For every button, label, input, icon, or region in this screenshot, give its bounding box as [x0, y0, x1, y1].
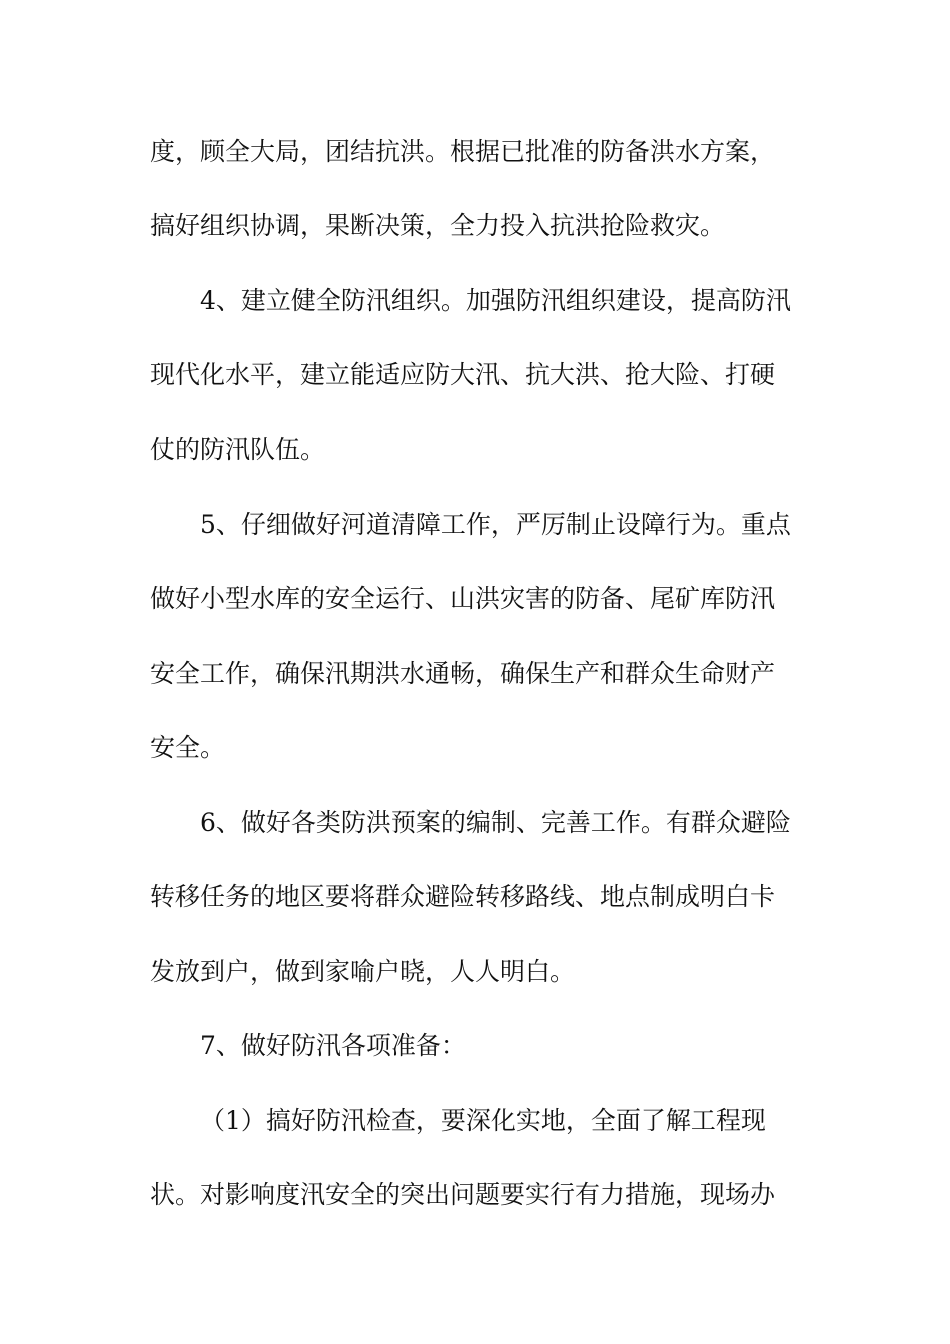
- text-line: 安全。: [150, 733, 226, 762]
- text-line: 转移任务的地区要将群众避险转移路线、地点制成明白卡: [150, 882, 776, 911]
- text-line: 做好小型水库的安全运行、山洪灾害的防备、尾矿库防汛: [150, 584, 776, 613]
- text-line: 度，顾全大局，团结抗洪。根据已批准的防备洪水方案，: [150, 137, 776, 166]
- paragraph-4-start: 4、建立健全防汛组织。加强防汛组织建设，提高防汛: [200, 286, 791, 315]
- paragraph-5-start: 5、仔细做好河道清障工作，严厉制止设障行为。重点: [200, 510, 791, 539]
- text-line: 发放到户，做到家喻户晓，人人明白。: [150, 957, 576, 986]
- text-line: 状。对影响度汛安全的突出问题要实行有力措施，现场办: [150, 1180, 776, 1209]
- subparagraph-1-start: （1）搞好防汛检查，要深化实地，全面了解工程现: [200, 1106, 766, 1135]
- text-line: 仗的防汛队伍。: [150, 435, 326, 464]
- paragraph-7-start: 7、做好防汛各项准备：: [200, 1031, 466, 1060]
- text-line: 安全工作，确保汛期洪水通畅，确保生产和群众生命财产: [150, 659, 776, 688]
- text-line: 搞好组织协调，果断决策，全力投入抗洪抢险救灾。: [150, 211, 726, 240]
- text-line: 现代化水平，建立能适应防大汛、抗大洪、抢大险、打硬: [150, 360, 776, 389]
- paragraph-6-start: 6、做好各类防洪预案的编制、完善工作。有群众避险: [200, 808, 791, 837]
